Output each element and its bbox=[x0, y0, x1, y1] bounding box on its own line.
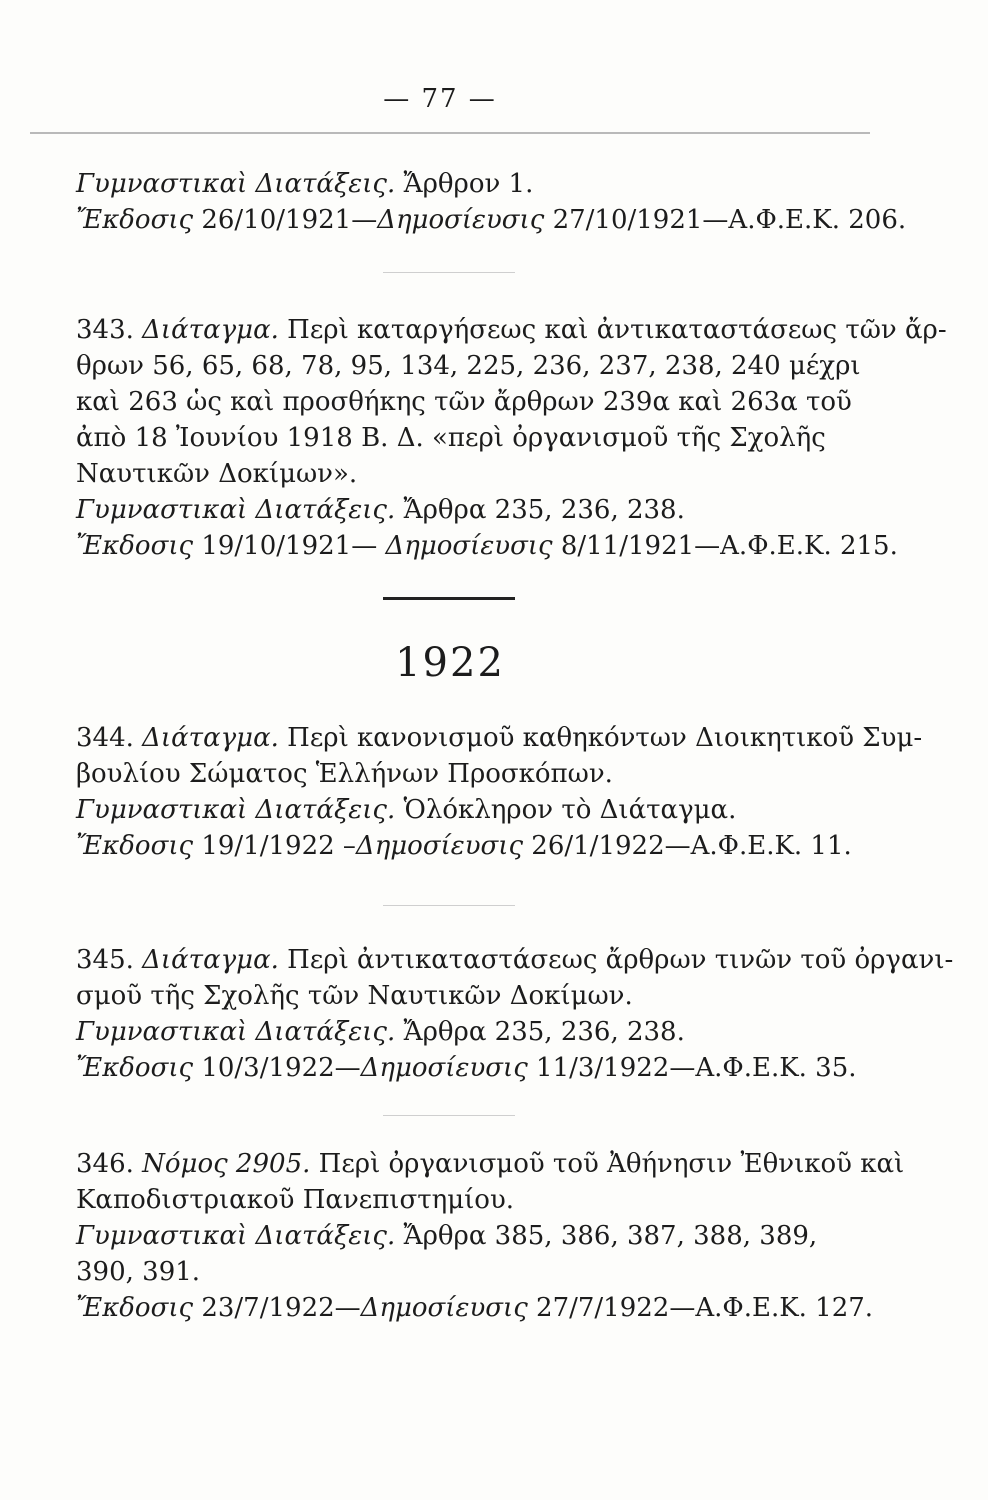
page-number: — 77 — bbox=[383, 84, 497, 114]
publication-info: 27/7/1922—Α.Φ.Ε.Κ. 127. bbox=[527, 1293, 874, 1323]
issue-date: 19/1/1922 – bbox=[193, 831, 356, 861]
separator-rule bbox=[383, 1115, 515, 1116]
entry-line bbox=[76, 1014, 876, 1050]
entry-line bbox=[76, 720, 923, 756]
entry-line bbox=[76, 792, 876, 828]
header-rule bbox=[30, 132, 870, 134]
publication-label: Δημοσίευσις bbox=[360, 1293, 528, 1323]
entry-text: Περὶ ἀντικαταστάσεως ἄρθρων τινῶν τοῦ ὀργανι- bbox=[278, 945, 954, 975]
entry-line bbox=[76, 202, 907, 238]
provisions-articles: Ὁλόκληρον τὸ Διάταγμα. bbox=[395, 795, 737, 825]
provisions-label: Γυμναστικαὶ Διατάξεις. bbox=[76, 1221, 396, 1251]
publication-info: 11/3/1922—Α.Φ.Ε.Κ. 35. bbox=[527, 1053, 857, 1083]
entry-line bbox=[76, 1218, 876, 1254]
entry-text: Καποδιστριακοῦ Πανεπιστημίου. bbox=[76, 1185, 515, 1215]
separator-rule bbox=[383, 272, 515, 273]
entry-text: 390, 391. bbox=[76, 1257, 201, 1287]
entry-line bbox=[76, 166, 876, 202]
publication-label: Δημοσίευσις bbox=[360, 1053, 528, 1083]
year-divider-rule bbox=[383, 597, 515, 600]
issue-label: Ἔκδοσις bbox=[76, 205, 194, 235]
issue-date: 26/10/1921— bbox=[193, 205, 378, 235]
issue-date: 10/3/1922— bbox=[193, 1053, 361, 1083]
entry-continued bbox=[76, 166, 907, 238]
publication-info: 27/10/1921—Α.Φ.Ε.Κ. 206. bbox=[544, 205, 907, 235]
provisions-label: Γυμναστικαὶ Διατάξεις. bbox=[76, 1017, 396, 1047]
entry-line bbox=[76, 1050, 876, 1086]
entry-345 bbox=[76, 942, 954, 1086]
entry-type: Διάταγμα. bbox=[142, 945, 279, 975]
issue-date: 19/10/1921— bbox=[193, 531, 386, 561]
entry-type: Νόμος 2905. bbox=[142, 1149, 311, 1179]
provisions-label: Γυμναστικαὶ Διατάξεις. bbox=[76, 795, 396, 825]
year-heading: 1922 bbox=[395, 640, 505, 686]
issue-label: Ἔκδοσις bbox=[76, 531, 194, 561]
entry-type: Διάταγμα. bbox=[142, 315, 279, 345]
entry-344 bbox=[76, 720, 923, 864]
entry-type: Διάταγμα. bbox=[142, 723, 279, 753]
entry-text: Ναυτικῶν Δοκίμων». bbox=[76, 459, 358, 489]
entry-text: βουλίου Σώματος Ἑλλήνων Προσκόπων. bbox=[76, 759, 613, 789]
publication-label: Δημοσίευσις bbox=[377, 205, 545, 235]
publication-label: Δημοσίευσις bbox=[385, 531, 553, 561]
entry-line bbox=[76, 492, 876, 528]
provisions-articles: Ἄρθρον 1. bbox=[395, 169, 534, 199]
publication-info: 26/1/1922—Α.Φ.Ε.Κ. 11. bbox=[523, 831, 852, 861]
entry-line bbox=[76, 1146, 905, 1182]
publication-label: Δημοσίευσις bbox=[355, 831, 524, 861]
entry-346 bbox=[76, 1146, 905, 1326]
entry-line bbox=[76, 312, 947, 348]
entry-number: 346. bbox=[76, 1149, 143, 1179]
provisions-articles: Ἄρθρα 385, 386, 387, 388, 389, bbox=[395, 1221, 818, 1251]
issue-label: Ἔκδοσις bbox=[76, 1293, 194, 1323]
entry-line bbox=[76, 1290, 876, 1326]
entry-line bbox=[76, 528, 898, 564]
entry-text: καὶ 263 ὡς καὶ προσθήκης τῶν ἄρθρων 239α καὶ 263α τοῦ bbox=[76, 387, 852, 417]
provisions-label: Γυμναστικαὶ Διατάξεις. bbox=[76, 495, 396, 525]
separator-rule bbox=[383, 905, 515, 906]
provisions-label: Γυμναστικαὶ Διατάξεις. bbox=[76, 169, 396, 199]
publication-info: 8/11/1921—Α.Φ.Ε.Κ. 215. bbox=[552, 531, 898, 561]
entry-text: θρων 56, 65, 68, 78, 95, 134, 225, 236, 237, 238, 240 μέχρι bbox=[76, 351, 861, 381]
entry-text: ἀπὸ 18 Ἰουνίου 1918 Β. Δ. «περὶ ὀργανισμοῦ τῆς Σχολῆς bbox=[76, 423, 826, 453]
entry-text: Περὶ κανονισμοῦ καθηκόντων Διοικητικοῦ Συμ- bbox=[278, 723, 923, 753]
issue-label: Ἔκδοσις bbox=[76, 831, 194, 861]
issue-date: 23/7/1922— bbox=[193, 1293, 361, 1323]
entry-line bbox=[76, 828, 876, 864]
provisions-articles: Ἄρθρα 235, 236, 238. bbox=[395, 1017, 685, 1047]
entry-number: 344. bbox=[76, 723, 143, 753]
entry-text: σμοῦ τῆς Σχολῆς τῶν Ναυτικῶν Δοκίμων. bbox=[76, 981, 633, 1011]
issue-label: Ἔκδοσις bbox=[76, 1053, 194, 1083]
entry-number: 343. bbox=[76, 315, 143, 345]
entry-line bbox=[76, 942, 954, 978]
entry-text: Περὶ ὀργανισμοῦ τοῦ Ἀθήνησιν Ἐθνικοῦ καὶ bbox=[310, 1149, 905, 1179]
entry-text: Περὶ καταργήσεως καὶ ἀντικαταστάσεως τῶν ἄρ- bbox=[278, 315, 947, 345]
provisions-articles: Ἄρθρα 235, 236, 238. bbox=[395, 495, 685, 525]
entry-343 bbox=[76, 312, 947, 564]
entry-number: 345. bbox=[76, 945, 143, 975]
